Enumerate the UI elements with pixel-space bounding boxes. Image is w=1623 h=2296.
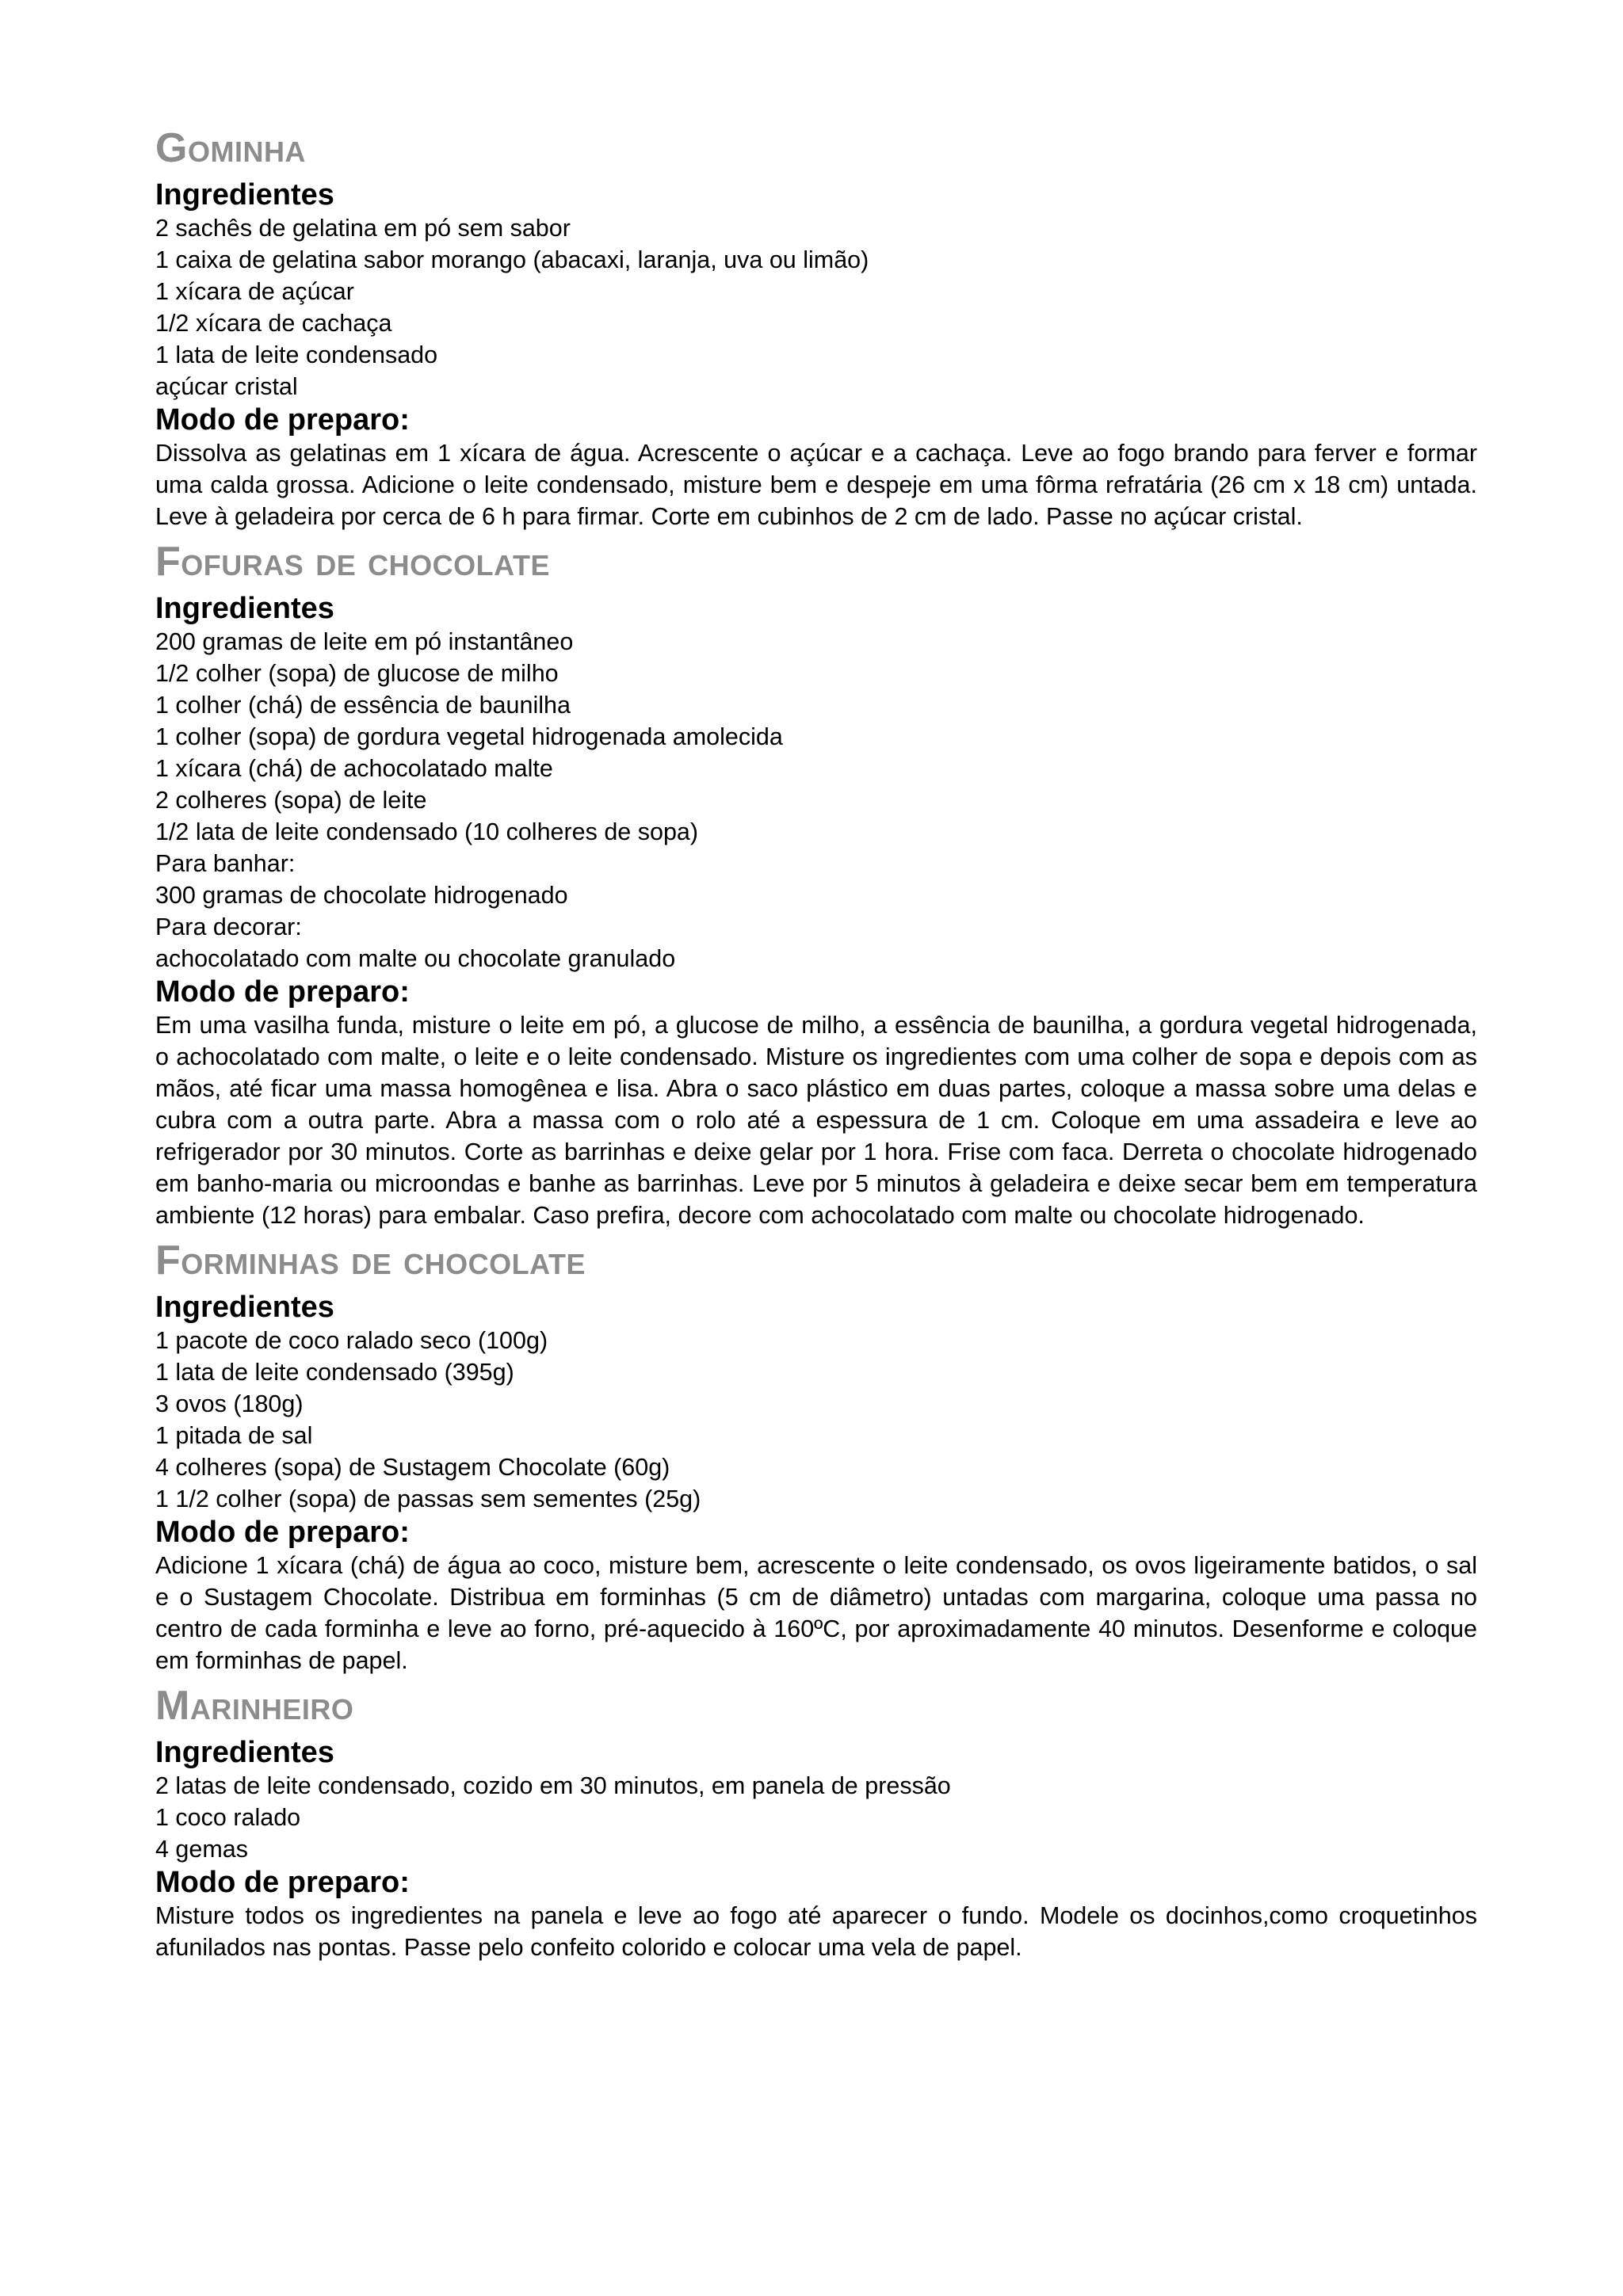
method-heading: Modo de preparo:: [155, 403, 410, 437]
ingredient-item: 1 lata de leite condensado: [155, 341, 438, 368]
ingredient-list: [155, 626, 1477, 974]
ingredient-item: 1/2 lata de leite condensado (10 colheres de sopa): [155, 818, 699, 845]
ingredient-subheading: Para banhar:: [155, 850, 296, 877]
recipe-fofuras-de-chocolate: [155, 532, 1477, 1231]
ingredient-item: 200 gramas de leite em pó instantâneo: [155, 628, 574, 655]
ingredient-item: 1 caixa de gelatina sabor morango (abacaxi, laranja, uva ou limão): [155, 246, 869, 273]
method-text: Em uma vasilha funda, misture o leite em pó, a glucose de milho, a essência de baunilha, a gordura vegetal hidrogenada, o achocolatado com malte, o leite e o leite condensado. Misture os ingredientes com uma colher de sopa e depois com as mãos, até ficar uma massa homogênea e lisa. Abra o saco plástico em duas partes, coloque a massa sobre uma delas e cubra com a outra parte. Abra a massa com o rolo até a espessura de 1 cm. Coloque em uma assadeira e leve ao refrigerador por 30 minutos. Corte as barrinhas e deixe gelar por 1 hora. Frise com faca. Derreta o chocolate hidrogenado em banho-maria ou microondas e banhe as barrinhas. Leve por 5 minutos à geladeira e deixe secar bem em temperatura ambiente (12 horas) para embalar. Caso prefira, decore com achocolatado com malte ou chocolate hidrogenado.: [155, 1012, 1477, 1229]
ingredient-item: 1/2 colher (sopa) de glucose de milho: [155, 660, 559, 687]
recipe-title: Forminhas de chocolate: [155, 1238, 586, 1283]
ingredient-item: 2 colheres (sopa) de leite: [155, 787, 427, 814]
recipe-title: Gominha: [155, 125, 306, 171]
ingredient-item: 1 colher (sopa) de gordura vegetal hidrogenada amolecida: [155, 723, 783, 750]
ingredient-list: [155, 212, 1477, 402]
ingredient-item: 1 xícara (chá) de achocolatado malte: [155, 755, 553, 782]
ingredient-item: 1 coco ralado: [155, 1804, 301, 1831]
ingredient-item: 2 latas de leite condensado, cozido em 30 minutos, em panela de pressão: [155, 1772, 951, 1799]
ingredients-heading: Ingredientes: [155, 1736, 334, 1769]
method-text: Misture todos os ingredientes na panela e leve ao fogo até aparecer o fundo. Modele os docinhos,como croquetinhos afunilados nas pontas. Passe pelo confeito colorido e colocar uma vela de papel.: [155, 1902, 1477, 1961]
ingredient-item: 1 lata de leite condensado (395g): [155, 1359, 514, 1386]
ingredient-item: 4 colheres (sopa) de Sustagem Chocolate (60g): [155, 1454, 670, 1481]
ingredient-item: 3 ovos (180g): [155, 1390, 304, 1417]
ingredient-item: 1 pacote de coco ralado seco (100g): [155, 1327, 548, 1354]
ingredients-heading: Ingredientes: [155, 592, 334, 625]
ingredients-heading: Ingredientes: [155, 1291, 334, 1324]
ingredient-item: 1/2 xícara de cachaça: [155, 310, 392, 337]
method-heading: Modo de preparo:: [155, 1516, 410, 1549]
ingredient-item: 300 gramas de chocolate hidrogenado: [155, 882, 568, 909]
ingredients-heading: Ingredientes: [155, 178, 334, 212]
ingredient-item: 1 1/2 colher (sopa) de passas sem sementes (25g): [155, 1486, 701, 1512]
ingredient-item: 2 sachês de gelatina em pó sem sabor: [155, 215, 571, 242]
ingredient-item: 1 xícara de açúcar: [155, 278, 354, 305]
method-heading: Modo de preparo:: [155, 975, 410, 1009]
recipe-forminhas-de-chocolate: [155, 1231, 1477, 1676]
ingredient-item: 1 pitada de sal: [155, 1422, 313, 1449]
recipe-gominha: [155, 119, 1477, 532]
ingredient-item: 4 gemas: [155, 1836, 248, 1863]
ingredient-item: açúcar cristal: [155, 373, 298, 400]
ingredient-subheading: Para decorar:: [155, 913, 302, 940]
recipe-title: Fofuras de chocolate: [155, 539, 550, 585]
document-page: [155, 119, 1477, 1963]
method-text: Dissolva as gelatinas em 1 xícara de água. Acrescente o açúcar e a cachaça. Leve ao fogo brando para ferver e formar uma calda grossa. Adicione o leite condensado, misture bem e despeje em uma fôrma refratária (26 cm x 18 cm) untada. Leve à geladeira por cerca de 6 h para firmar. Corte em cubinhos de 2 cm de lado. Passe no açúcar cristal.: [155, 440, 1477, 530]
ingredient-list: [155, 1325, 1477, 1515]
ingredient-item: 1 colher (chá) de essência de baunilha: [155, 692, 571, 719]
ingredient-item: achocolatado com malte ou chocolate granulado: [155, 945, 676, 972]
method-heading: Modo de preparo:: [155, 1866, 410, 1899]
recipe-title: Marinheiro: [155, 1683, 354, 1729]
ingredient-list: [155, 1770, 1477, 1865]
method-text: Adicione 1 xícara (chá) de água ao coco, misture bem, acrescente o leite condensado, os ovos ligeiramente batidos, o sal e o Sustagem Chocolate. Distribua em forminhas (5 cm de diâmetro) untadas com margarina, coloque uma passa no centro de cada forminha e leve ao forno, pré-aquecido à 160ºC, por aproximadamente 40 minutos. Desenforme e coloque em forminhas de papel.: [155, 1552, 1477, 1674]
recipe-marinheiro: [155, 1676, 1477, 1963]
